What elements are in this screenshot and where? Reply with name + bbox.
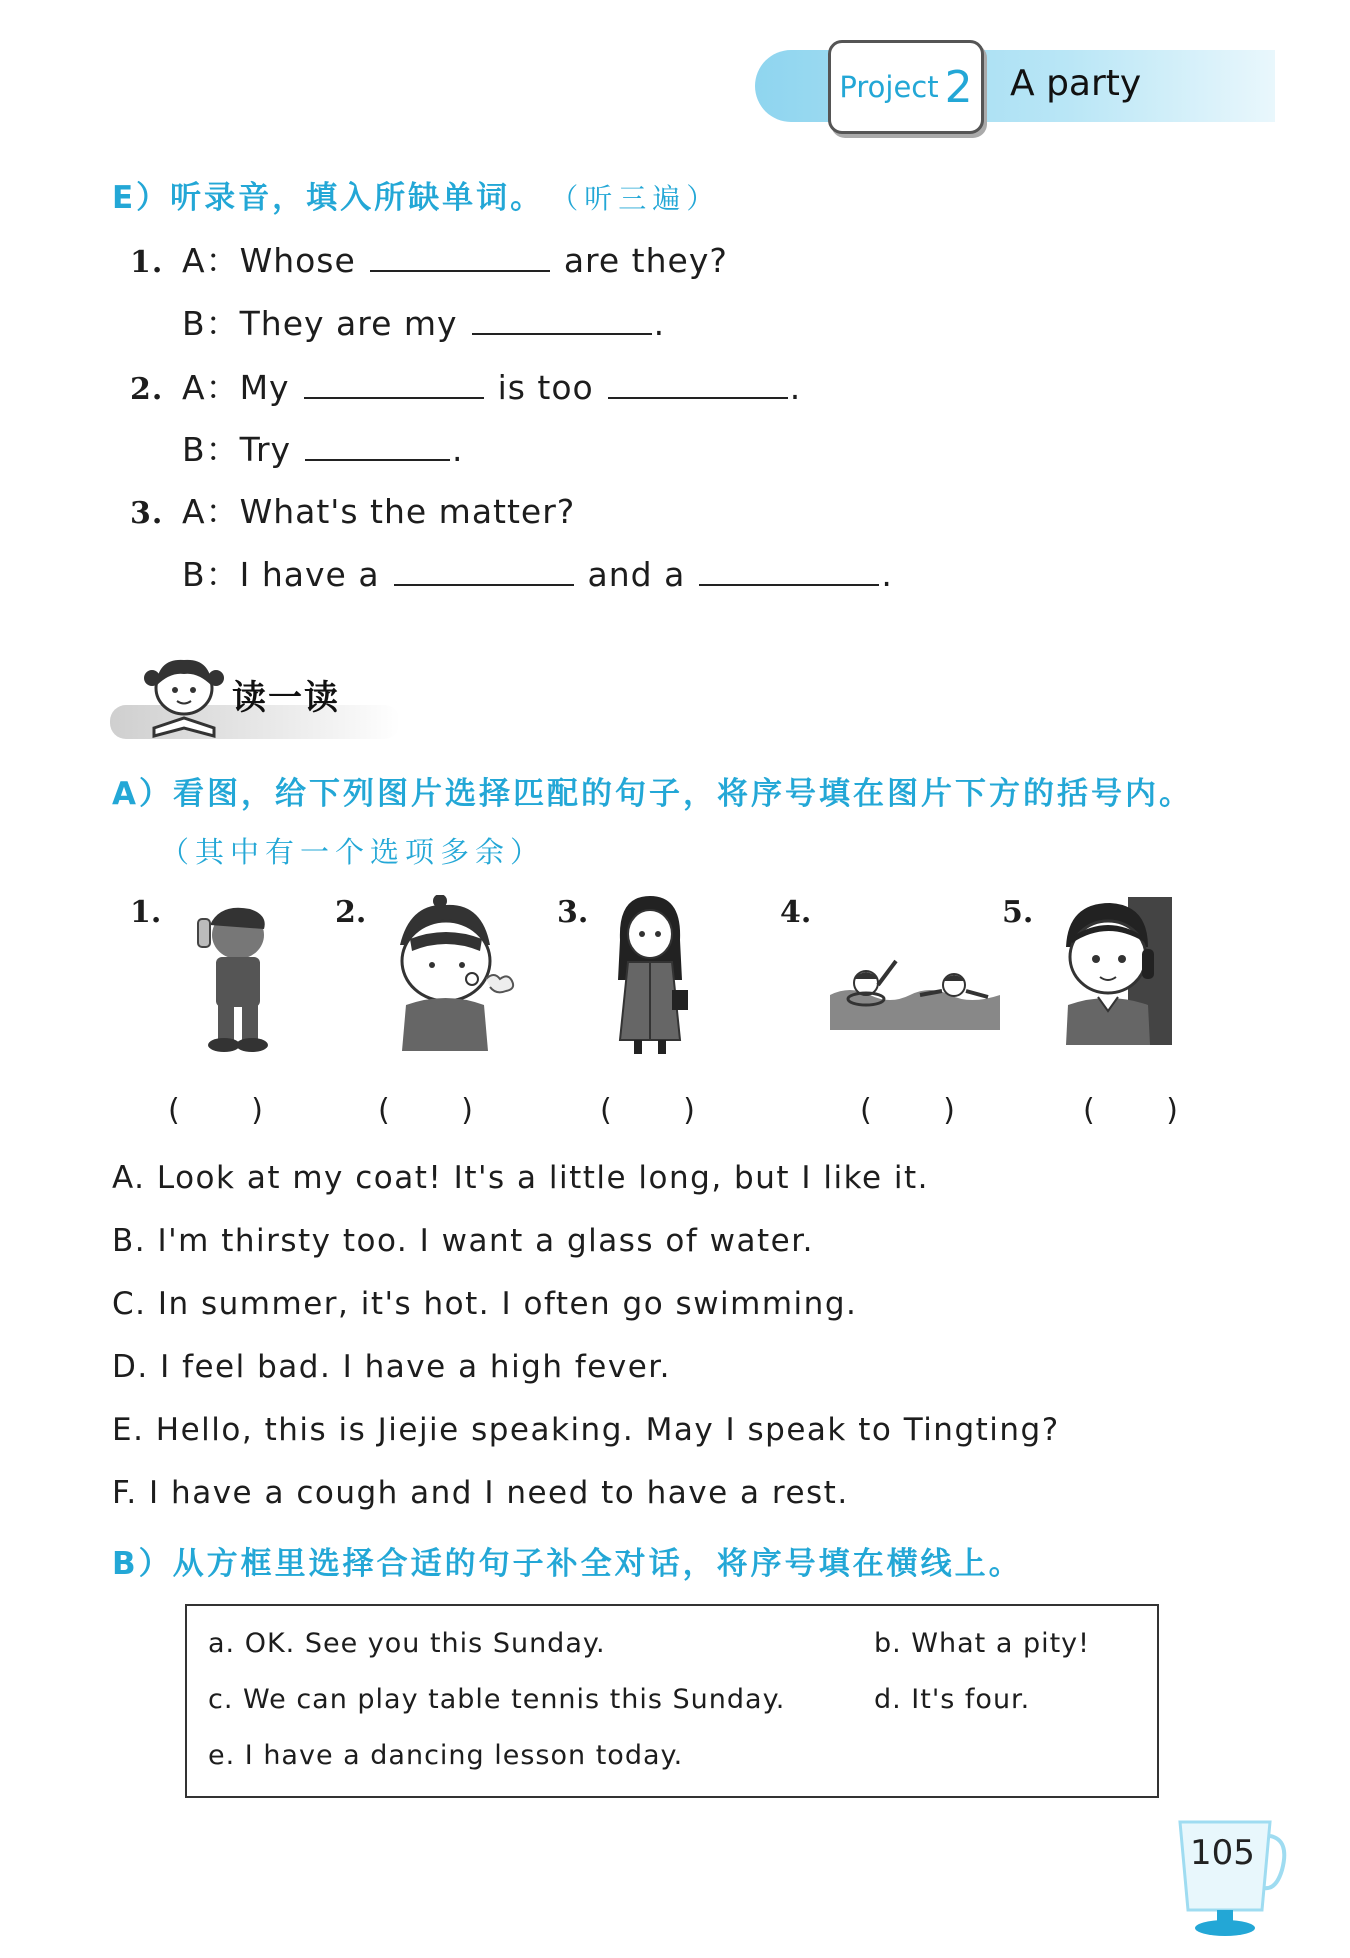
blank-5[interactable] xyxy=(305,458,450,461)
header-title: A party xyxy=(1010,63,1142,104)
page-number-cup-icon xyxy=(1170,1810,1290,1950)
project-number: 2 xyxy=(944,61,973,113)
paren-2-close: ) xyxy=(461,1093,473,1128)
option-f: F. I have a cough and I need to have a rest. xyxy=(112,1475,849,1511)
reading-title: 读一读 xyxy=(232,678,340,718)
option-e: E. Hello, this is Jiejie speaking. May I speak to Tingting? xyxy=(112,1412,1060,1448)
picture-1-number: 1. xyxy=(130,895,162,930)
section-a-note: （其中有一个选项多余） xyxy=(160,835,546,869)
section-e-heading xyxy=(112,172,720,217)
option-b: B. I'm thirsty too. I want a glass of water. xyxy=(112,1223,814,1259)
e-item-2-b-suffix: . xyxy=(452,430,464,469)
answer-paren-5[interactable] xyxy=(1083,1093,1178,1128)
e-item-2-number: 2. xyxy=(130,372,164,407)
blank-1[interactable] xyxy=(370,269,550,272)
e-item-3-a-text: A：What's the matter? xyxy=(182,492,576,531)
e-item-3-b-suffix: . xyxy=(881,555,893,594)
e-item-3-b-prefix: B：I have a xyxy=(182,555,380,594)
picture-3-girl-in-coat xyxy=(600,890,700,1060)
section-b-instruction: B）从方框里选择合适的句子补全对话，将序号填在横线上。 xyxy=(112,1546,1023,1582)
project-badge xyxy=(828,40,984,134)
blank-7[interactable] xyxy=(699,583,879,586)
picture-4-swimming-kids xyxy=(830,955,1000,1030)
paren-5-open: ( xyxy=(1083,1093,1095,1128)
picture-3-number: 3. xyxy=(557,895,589,930)
e-item-2-a-suffix: . xyxy=(789,368,802,407)
e-item-1-b xyxy=(182,298,665,345)
picture-5-boy-on-phone xyxy=(1058,893,1173,1048)
option-a: A. Look at my coat! It's a little long, but I like it. xyxy=(112,1160,929,1196)
paren-5-close: ) xyxy=(1166,1093,1178,1128)
e-item-1-b-prefix: B：They are my xyxy=(182,304,458,343)
e-item-1-a xyxy=(130,235,728,282)
answer-paren-1[interactable] xyxy=(168,1093,263,1128)
e-item-3-number: 3. xyxy=(130,496,164,531)
e-item-2-a xyxy=(130,362,801,409)
e-item-1-b-suffix: . xyxy=(653,304,666,343)
blank-4[interactable] xyxy=(608,396,788,399)
picture-5-number: 5. xyxy=(1002,895,1034,930)
picture-2-number: 2. xyxy=(335,895,367,930)
e-item-2-b-prefix: B：Try xyxy=(182,430,292,469)
e-item-2-a-mid: is too xyxy=(497,368,594,407)
answer-paren-2[interactable] xyxy=(378,1093,473,1128)
option-c: C. In summer, it's hot. I often go swimming. xyxy=(112,1286,858,1322)
blank-6[interactable] xyxy=(394,583,574,586)
e-item-3-b xyxy=(182,549,893,596)
answer-paren-3[interactable] xyxy=(600,1093,695,1128)
box-sentence-c: c. We can play table tennis this Sunday. xyxy=(208,1684,786,1715)
e-item-2-a-prefix: A：My xyxy=(182,368,290,407)
reading-girl-icon xyxy=(136,648,231,743)
section-e-note: （听三遍） xyxy=(550,182,721,215)
e-item-1-a-suffix: are they? xyxy=(563,241,728,280)
paren-1-close: ) xyxy=(251,1093,263,1128)
box-sentence-d: d. It's four. xyxy=(874,1684,1031,1715)
picture-4-number: 4. xyxy=(780,895,812,930)
e-item-1-number: 1. xyxy=(130,245,164,280)
blank-3[interactable] xyxy=(304,396,484,399)
e-item-1-a-prefix: A：Whose xyxy=(182,241,356,280)
blank-2[interactable] xyxy=(472,332,652,335)
answer-paren-4[interactable] xyxy=(860,1093,955,1128)
section-a-instruction: A）看图，给下列图片选择匹配的句子，将序号填在图片下方的括号内。 xyxy=(112,776,1193,812)
project-word: Project xyxy=(839,70,939,104)
option-d: D. I feel bad. I have a high fever. xyxy=(112,1349,672,1385)
e-item-2-b xyxy=(182,424,464,471)
e-item-3-b-mid: and a xyxy=(587,555,686,594)
paren-4-open: ( xyxy=(860,1093,872,1128)
paren-1-open: ( xyxy=(168,1093,180,1128)
picture-2-coughing-girl xyxy=(380,895,520,1055)
paren-2-open: ( xyxy=(378,1093,390,1128)
box-sentence-b: b. What a pity! xyxy=(874,1628,1090,1659)
box-sentence-e: e. I have a dancing lesson today. xyxy=(208,1740,684,1771)
picture-1-drinking-boy xyxy=(180,895,290,1065)
paren-4-close: ) xyxy=(943,1093,955,1128)
paren-3-open: ( xyxy=(600,1093,612,1128)
box-sentence-a: a. OK. See you this Sunday. xyxy=(208,1628,606,1659)
e-item-3-a xyxy=(130,486,575,533)
page-number: 105 xyxy=(1190,1833,1255,1873)
paren-3-close: ) xyxy=(683,1093,695,1128)
section-e-instruction: E）听录音，填入所缺单词。 xyxy=(112,180,545,216)
